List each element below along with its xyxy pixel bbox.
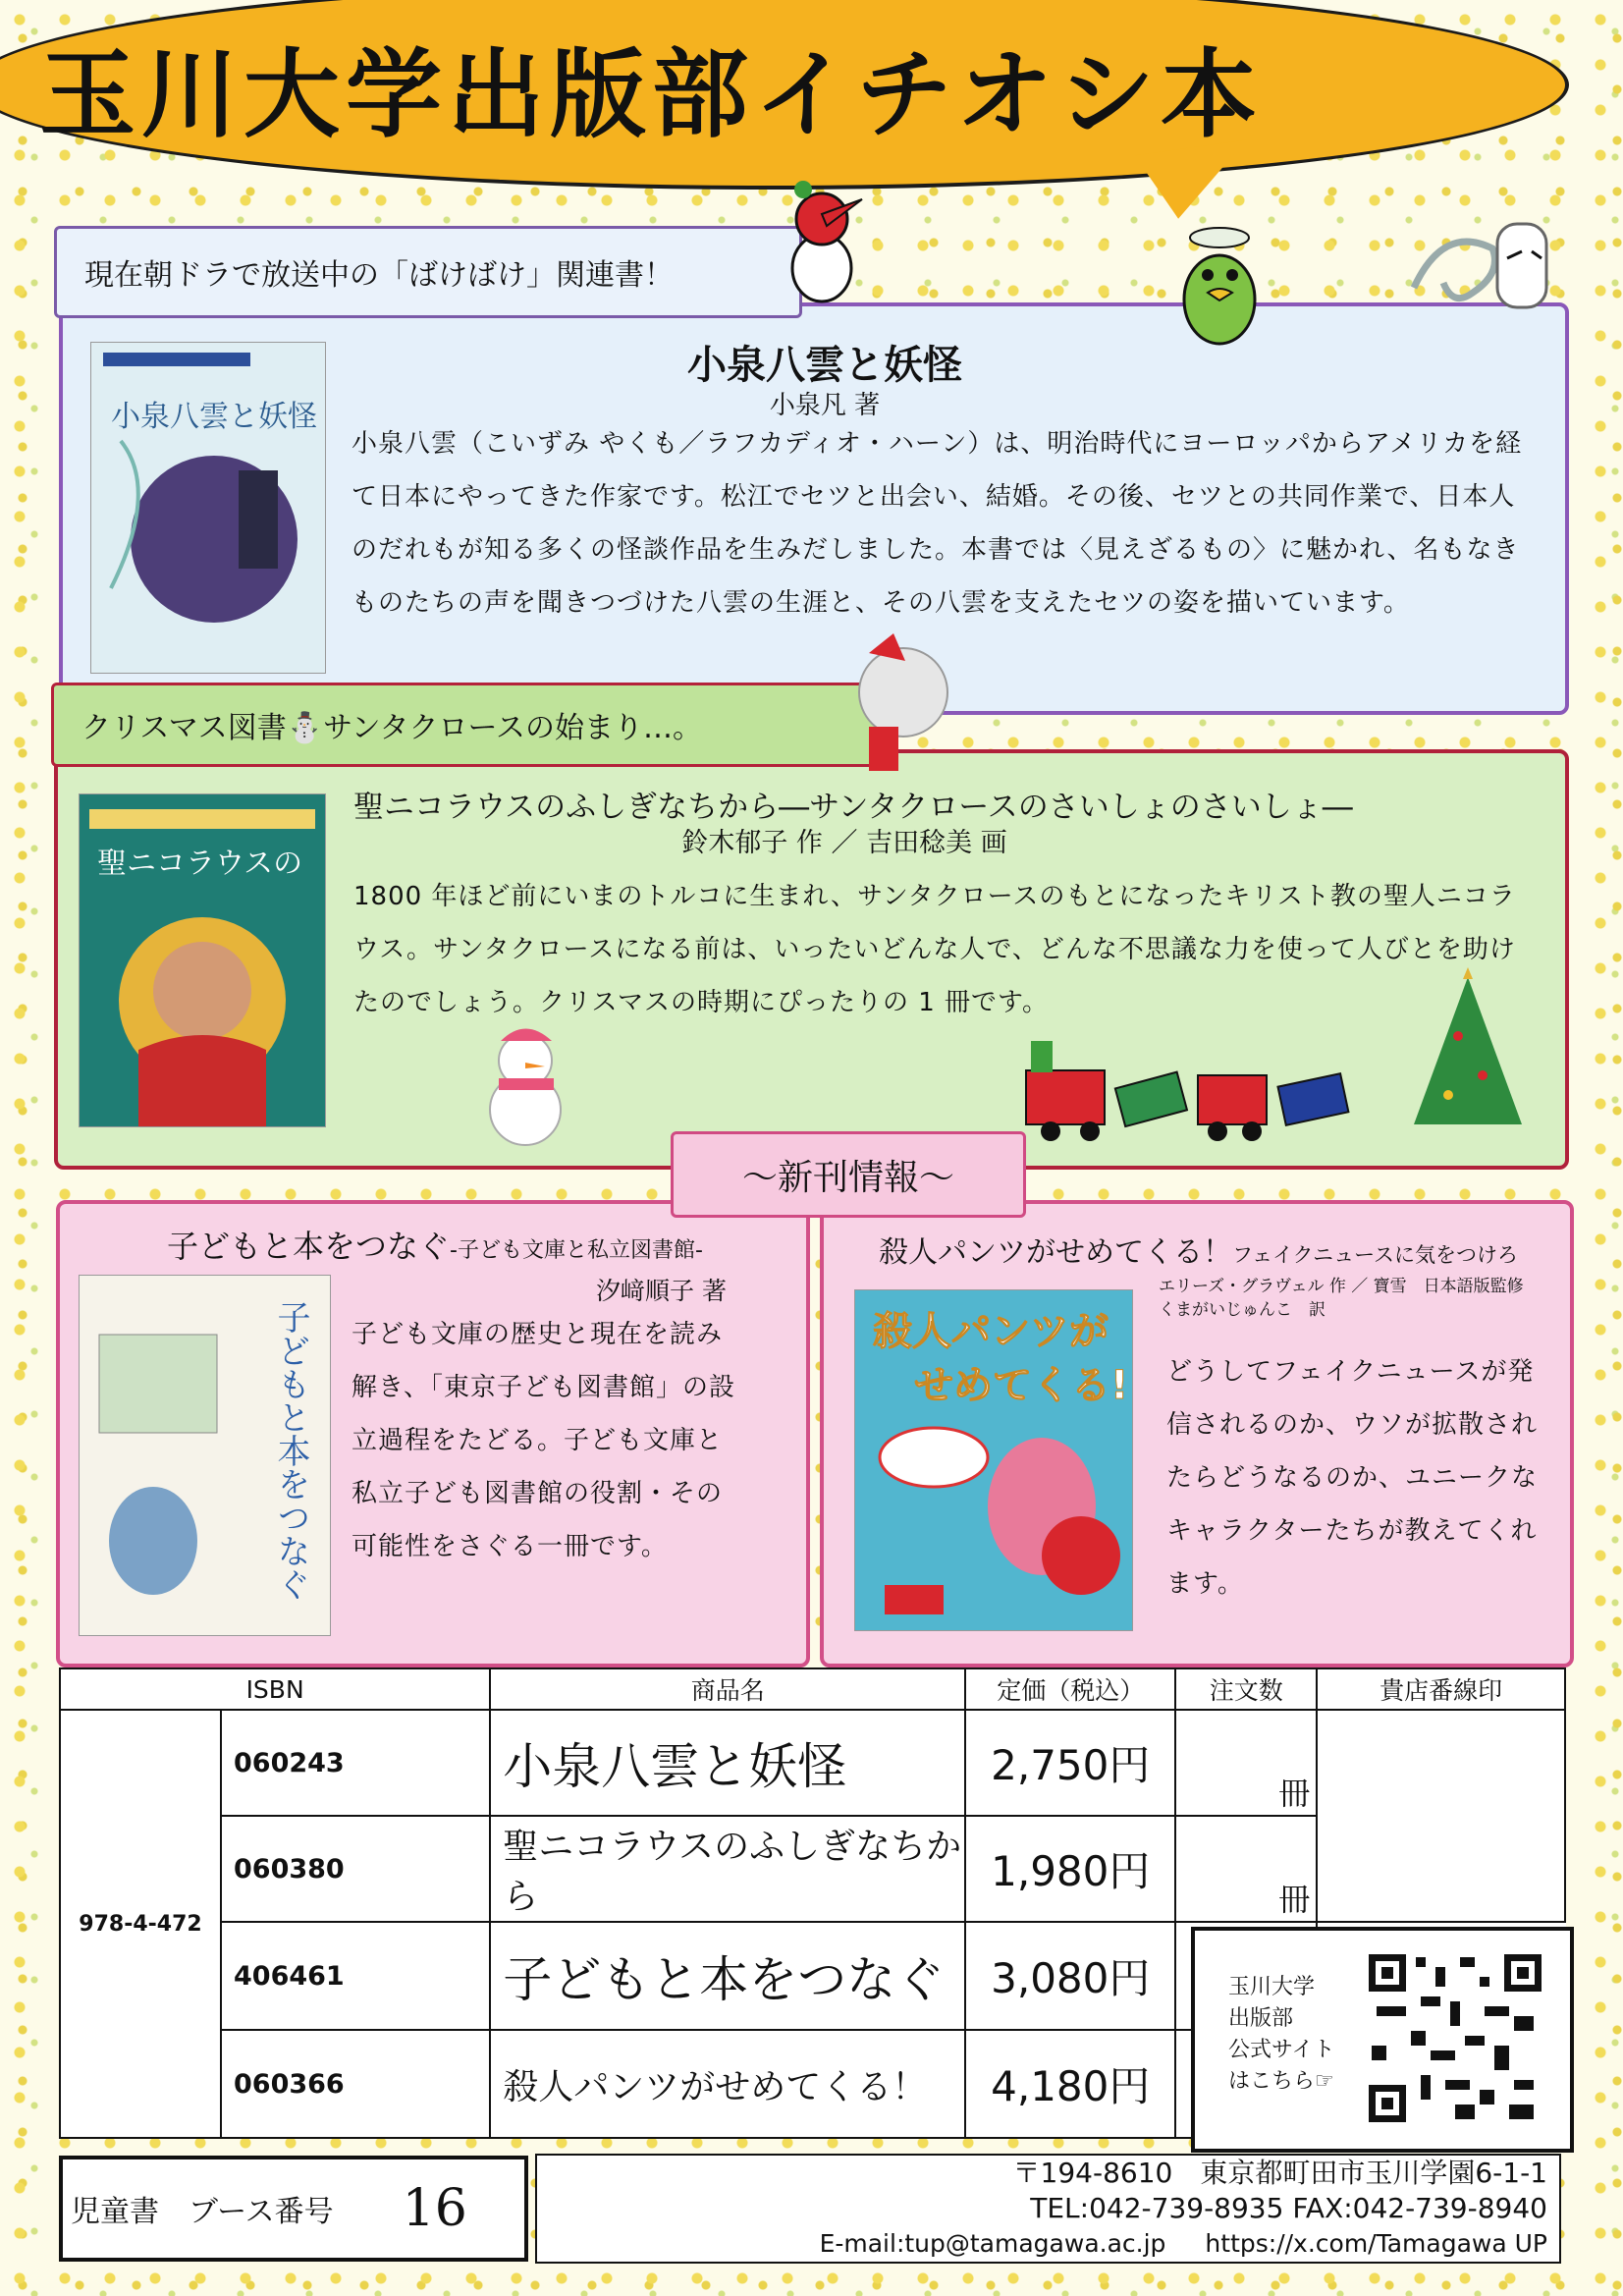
book-author-kodomo: 汐﨑順子 著	[596, 1277, 727, 1305]
booth-info: 児童書 ブース番号 16	[59, 2156, 528, 2262]
santa-illustration	[844, 633, 952, 781]
product-price: 2,750円	[965, 1710, 1175, 1816]
book-description-kodomo: 子ども文庫の歴史と現在を読み解き、「東京子ども図書館」の設立過程をたどる。子ども文庫と私立子ども図書館の役割・その可能性をさぐる一冊です。	[352, 1320, 735, 1561]
book-description-nicholas: 1800 年ほど前にいまのトルコに生まれ、サンタクロースのもとになったキリスト教の聖人ニコラウス。サンタクロースになる前は、いったいどんな人で、どんな不思議な力を使って人びとを助けたのでしょう。クリスマスの時期にぴったりの 1 冊です。	[353, 882, 1516, 1017]
tengu-illustration	[766, 175, 879, 307]
book-title-kodomo: 子どもと本をつなぐ-子ども文庫と私立図書館-	[167, 1228, 703, 1265]
store-stamp-area[interactable]	[1317, 1710, 1565, 1922]
snowman-illustration	[471, 1021, 579, 1149]
book-cover-nicholas	[79, 793, 326, 1127]
email-link[interactable]: E-mail:tup@tamagawa.ac.jp	[819, 2229, 1166, 2258]
cover-title: せめてくる!	[914, 1363, 1129, 1408]
quantity-field[interactable]: 冊	[1175, 1710, 1317, 1816]
column-header-stamp: 貴店番線印	[1317, 1668, 1565, 1710]
section-banner-new-releases: ～新刊情報～	[671, 1131, 1026, 1218]
toy-train-illustration	[1021, 1031, 1355, 1149]
cover-title: 聖ニコラウスの	[97, 847, 303, 881]
contact-info	[535, 2154, 1561, 2264]
book-title-pants: 殺人パンツがせめてくる！フェイクニュースに気をつけろ	[879, 1235, 1519, 1270]
table-row	[60, 1710, 1565, 1816]
phone-fax: TEL:042-739-8935 FAX:042-739-8940	[1030, 2192, 1547, 2224]
isbn-code: 060380	[221, 1816, 490, 1922]
book-description-yakumo: 小泉八雲（こいずみ やくも／ラフカディオ・ハーン）は、明治時代にヨーロッパからアメリカを経て日本にやってきた作家です。松江でセツと出会い、結婚。その後、セツとの共同作業で、日本人のだれもが知る多くの怪談作品を生みだしました。本書では〈見えざるもの〉に魅かれ、名もなきものたちの声を聞きつづけた八雲の生涯と、その八雲を支えたセツの姿を描いています。	[352, 429, 1523, 618]
column-header-quantity: 注文数	[1175, 1668, 1317, 1710]
isbn-prefix: 978-4-472	[60, 1710, 221, 2138]
isbn-code: 060243	[221, 1710, 490, 1816]
product-name: 小泉八雲と妖怪	[490, 1710, 965, 1816]
cover-title: 殺人パンツが	[873, 1309, 1109, 1354]
product-price: 3,080円	[965, 1922, 1175, 2030]
book-author-nicholas: 鈴木郁子 作 ／ 吉田稔美 画	[681, 828, 1007, 858]
product-name: 子どもと本をつなぐ	[490, 1922, 965, 2030]
postal-address: 〒194-8610 東京都町田市玉川学園6-1-1	[1012, 2157, 1547, 2189]
column-header-price: 定価（税込）	[965, 1668, 1175, 1710]
book-cover-yakumo	[90, 342, 326, 674]
product-price: 1,980円	[965, 1816, 1175, 1922]
quantity-field[interactable]: 冊	[1175, 1816, 1317, 1922]
qr-code-icon[interactable]	[1367, 1952, 1543, 2124]
book-description-pants: どうしてフェイクニュースが発信されるのか、ウソが拡散されたらどうなるのか、ユニークなキャラクターたちが教えてくれます。	[1166, 1357, 1539, 1599]
kappa-illustration	[1163, 216, 1276, 354]
ghost-illustration	[1404, 214, 1561, 342]
booth-number: 16	[402, 2179, 467, 2238]
email-url	[537, 2226, 1547, 2262]
book-cover-kodomo	[79, 1275, 331, 1636]
book-author-pants: エリーズ・グラヴェル 作 ／ 寶雪 日本語版監修 くまがいじゅんこ 訳	[1159, 1277, 1524, 1320]
book-author-yakumo: 小泉凡 著	[769, 391, 881, 420]
product-name: 殺人パンツがせめてくる！	[490, 2030, 965, 2138]
website-qr-box[interactable]	[1191, 1927, 1574, 2153]
product-price: 4,180円	[965, 2030, 1175, 2138]
isbn-code: 060366	[221, 2030, 490, 2138]
christmas-tree-illustration	[1404, 967, 1532, 1134]
book-title-yakumo: 小泉八雲と妖怪	[687, 343, 962, 388]
cover-title: 小泉八雲と妖怪	[111, 400, 317, 434]
page-title: 玉川大学出版部イチオシ本	[39, 39, 1264, 151]
column-header-product: 商品名	[490, 1668, 965, 1710]
isbn-code: 406461	[221, 1922, 490, 2030]
book-title-nicholas: 聖ニコラウスのふしぎなちから―サンタクロースのさいしょのさいしょ―	[353, 790, 1353, 825]
product-name: 聖ニコラウスのふしぎなちから	[490, 1816, 965, 1922]
section-banner-asadora: 現在朝ドラで放送中の「ばけばけ」関連書！	[54, 226, 802, 318]
book-cover-pants	[854, 1289, 1133, 1631]
cover-title: 子どもと本をつなぐ	[271, 1300, 310, 1601]
x-link[interactable]: https://x.com/Tamagawa UP	[1205, 2229, 1547, 2258]
qr-caption: 玉川大学 出版部 公式サイト はこちら☞	[1228, 1975, 1335, 2094]
section-banner-christmas: クリスマス図書⛄サンタクロースの始まり…。	[51, 683, 878, 767]
column-header-isbn: ISBN	[60, 1668, 490, 1710]
